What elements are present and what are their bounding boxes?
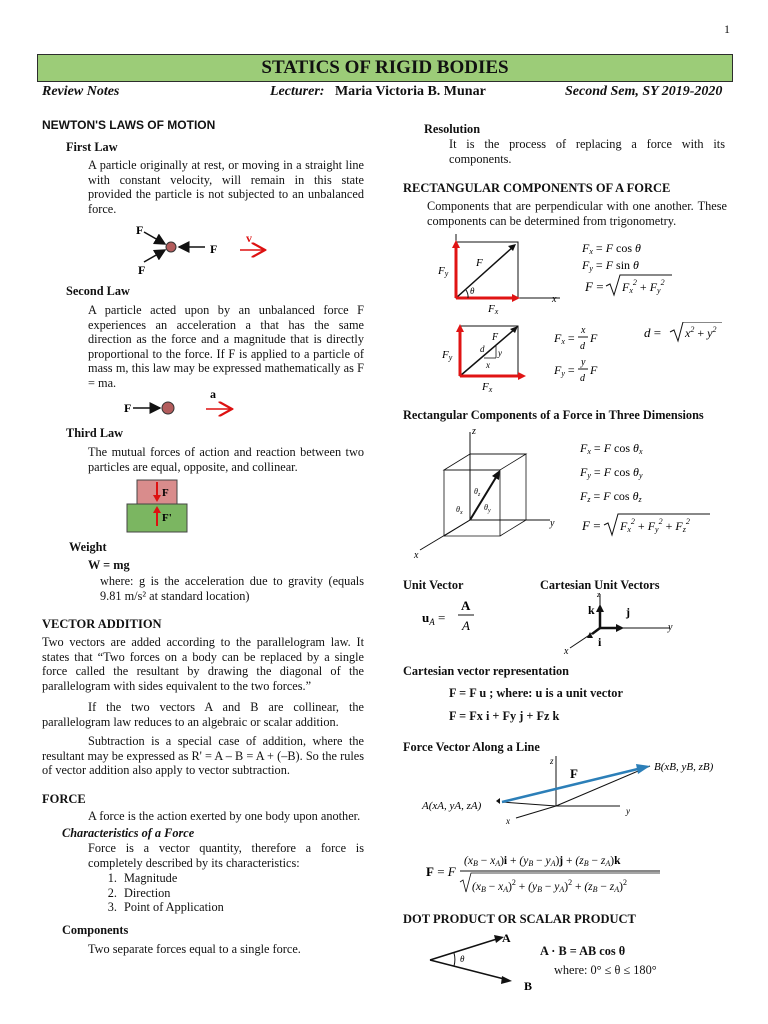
svg-text:Fy: Fy [438, 265, 449, 278]
rect-components-text: Components that are perpendicular with one another. These components can be determined from trigonometry. [427, 199, 727, 228]
svg-text:F: F [570, 766, 578, 781]
svg-text:Fy = F sin θ: Fy = F sin θ [582, 258, 639, 273]
svg-text:d: d [580, 341, 585, 352]
cartesian-rep-line-2: F = Fx i + Fy j + Fz k [449, 709, 560, 723]
svg-text:θz: $\theta_z$ [474, 487, 481, 498]
svg-text:z: z [550, 756, 554, 766]
unit-vector-equation [420, 596, 500, 636]
point-b-label: B(xB, yB, zB) [654, 761, 714, 773]
svg-text:Fy =: Fy = [554, 363, 575, 378]
svg-text:F: F [492, 332, 499, 343]
svg-text:d: d [580, 373, 585, 384]
third-law-text: The mutual forces of action and reaction between two particles are equal, opposite, and collinear. [88, 445, 364, 474]
svg-text:x: x [506, 816, 510, 826]
force-along-line-figure [420, 752, 730, 828]
svg-text:Fy: Fy [442, 349, 453, 362]
svg-text:F: F [138, 263, 146, 277]
svg-text:d: d [480, 344, 485, 354]
rect-components-figure-1 [430, 230, 570, 318]
rect-equations-1 [580, 240, 730, 300]
svg-text:(xB − xA)2 + (yB − yA)2 + (zB: (xB − xA)$^2$ + (yB − yA)$^2$ + (zB − zA)$^2$ [472, 878, 628, 894]
svg-text:θ: θ [460, 954, 465, 964]
svg-text:Fz = F cos θz: Fz = F cos θz [580, 489, 642, 504]
svg-text:y: y [498, 348, 502, 358]
svg-text:F: F [162, 487, 169, 499]
cartesian-rep-line-1: F = F u ; where: u is a unit vector [449, 686, 623, 700]
force-definition: A force is the action exerted by one body upon another. [88, 809, 361, 823]
svg-text:F: F [476, 257, 483, 269]
dot-product-where: where: 0° ≤ θ ≤ 180° [554, 963, 657, 977]
svg-text:y: y [581, 357, 586, 368]
svg-text:Fx2 + Fy2 + Fz2: $Fx^2 + Fy^2 + Fz^2$ [620, 517, 690, 534]
three-d-equations [578, 440, 728, 544]
unit-vector-heading: Unit Vector [403, 578, 464, 592]
svg-text:F =: F = [585, 279, 604, 294]
vector-addition-p2: If the two vectors A and B are collinear, the parallelogram law reduces to an algebraic or scalar addition. [42, 700, 364, 729]
svg-text:F = F: F = F [426, 864, 456, 879]
rect-components-figure-2 [440, 320, 570, 392]
svg-text:j: j [626, 605, 630, 619]
first-law-figure [130, 220, 280, 280]
svg-text:Fx = F cos θ: Fx = F cos θ [582, 241, 641, 256]
svg-text:Fx = F cos θx: Fx = F cos θx [580, 441, 643, 456]
svg-text:z: z [597, 592, 601, 599]
characteristics-list [42, 871, 364, 915]
semester-label: Second Sem, SY 2019-2020 [565, 84, 723, 99]
svg-text:x: x [414, 550, 419, 560]
svg-text:F: F [590, 331, 598, 345]
svg-text:F: F [136, 223, 144, 237]
three-d-figure [410, 424, 570, 560]
lecturer-label: Lecturer: [270, 84, 325, 99]
weight-where: where: g is the acceleration due to gravity (equals 9.81 m/s² at standard location) [100, 574, 364, 603]
svg-text:θ: θ [470, 286, 475, 296]
dot-product-equation: A · B = AB cos θ [540, 944, 626, 958]
lecturer-name: Maria Victoria B. Munar [334, 84, 486, 99]
review-notes-label: Review Notes [42, 84, 120, 99]
svg-text:F: F [124, 401, 132, 415]
rect-equations-2 [552, 322, 732, 388]
vector-addition-p1: Two vectors are added according to the parallelogram law. It states that “Two forces on a body can be replaced by a single force called the resultant by drawing the diagonal of the parallelogram with sides equivalent to the two forces.” [42, 635, 364, 693]
newton-heading: NEWTON'S LAWS OF MOTION [42, 118, 216, 132]
three-d-heading: Rectangular Components of a Force in Three Dimensions [403, 408, 704, 422]
svg-text:F =: F = [582, 518, 601, 533]
lecturer-line [270, 84, 486, 100]
first-law-title: First Law [66, 140, 118, 154]
svg-text:y: y [668, 622, 673, 633]
svg-text:y: y [550, 518, 555, 529]
cartesian-unit-vectors-heading: Cartesian Unit Vectors [540, 578, 660, 592]
force-heading: FORCE [42, 792, 86, 806]
resolution-title: Resolution [424, 122, 481, 136]
components-title: Components [62, 923, 129, 937]
weight-equation: W = mg [88, 558, 130, 572]
dot-product-figure [424, 928, 534, 992]
rect-components-heading: RECTANGULAR COMPONENTS OF A FORCE [403, 181, 671, 195]
list-item: 2. Direction [120, 886, 364, 901]
svg-text:x: x [486, 360, 490, 370]
weight-title: Weight [69, 540, 107, 554]
force-along-line-equation [424, 848, 714, 898]
page-title: STATICS OF RIGID BODIES [37, 54, 733, 82]
svg-text:a: a [210, 388, 216, 401]
second-law-title: Second Law [66, 284, 130, 298]
svg-text:(xB − xA)i + (yB − yA)j + (zB: (xB − xA)i + (yB − yA)j + (zB − zA)k [464, 855, 621, 868]
components-text: Two separate forces equal to a single force. [88, 942, 301, 956]
svg-text:Fx: Fx [488, 303, 499, 316]
svg-text:d =: d = [644, 325, 662, 340]
vector-addition-heading: VECTOR ADDITION [42, 617, 162, 631]
svg-text:x: x [552, 294, 557, 305]
svg-text:Fx =: Fx = [554, 331, 575, 346]
svg-text:Fx: Fx [482, 381, 493, 392]
second-law-text: A particle acted upon by an unbalanced force F experiences an acceleration a that has the same direction as the force and a magnitude that is directly proportional to the force. If F is applied to a particle of mass m, this law may be expressed mathematically as F = ma. [88, 303, 364, 390]
svg-text:i: i [598, 635, 602, 649]
svg-text:uA =: $u_A$ = [422, 610, 446, 627]
cartesian-unit-vectors-figure [560, 592, 690, 656]
page-number: 1 [724, 22, 730, 36]
svg-text:F: F [210, 242, 218, 256]
list-item: 1. Magnitude [120, 871, 364, 886]
dot-product-heading: DOT PRODUCT OR SCALAR PRODUCT [403, 912, 636, 926]
svg-text:A: A [462, 618, 470, 633]
svg-text:v: v [246, 231, 252, 245]
svg-text:θy: $\theta_y$ [484, 503, 491, 514]
characteristics-text: Force is a vector quantity, therefore a force is completely described by its characteristics: [88, 841, 364, 870]
svg-text:B: B [524, 979, 533, 992]
svg-text:x2 + y2: $x^2 + y^2$ [685, 325, 717, 340]
svg-text:x: x [581, 325, 586, 336]
svg-text:F: F [590, 363, 598, 377]
characteristics-title: Characteristics of a Force [62, 826, 195, 840]
svg-text:x: x [564, 646, 569, 656]
cartesian-rep-heading: Cartesian vector representation [403, 664, 569, 678]
vector-addition-p3: Subtraction is a special case of addition, where the resultant may be expressed as R' = A – B = A + (–B). So the rules of vector addition also apply to vector subtraction. [42, 734, 364, 778]
svg-text:y: y [626, 806, 630, 816]
svg-text:A: A [502, 931, 511, 945]
svg-text:k: k [588, 603, 595, 617]
svg-text:F': F' [162, 512, 172, 524]
first-law-text: A particle originally at rest, or moving in a straight line with constant velocity, will remain in this state provided the particle is not subjected to an unbalanced force. [88, 158, 364, 216]
list-item: 3. Point of Application [120, 900, 364, 915]
point-a-label: A(xA, yA, zA) [422, 800, 482, 812]
second-law-figure [120, 388, 250, 420]
svg-text:θx: $\theta_x$ [456, 505, 463, 516]
third-law-figure [125, 478, 205, 538]
resolution-text: It is the process of replacing a force with its components. [449, 137, 725, 166]
svg-text:Fy = F cos θy: Fy = F cos θy [580, 465, 643, 480]
third-law-title: Third Law [66, 426, 124, 440]
svg-text:z: z [472, 426, 476, 437]
force-along-line-heading: Force Vector Along a Line [403, 740, 540, 754]
svg-text:Fx2 + Fy2: $Fx^2 + Fy^2$ [622, 278, 665, 295]
svg-text:A: A [461, 598, 471, 613]
